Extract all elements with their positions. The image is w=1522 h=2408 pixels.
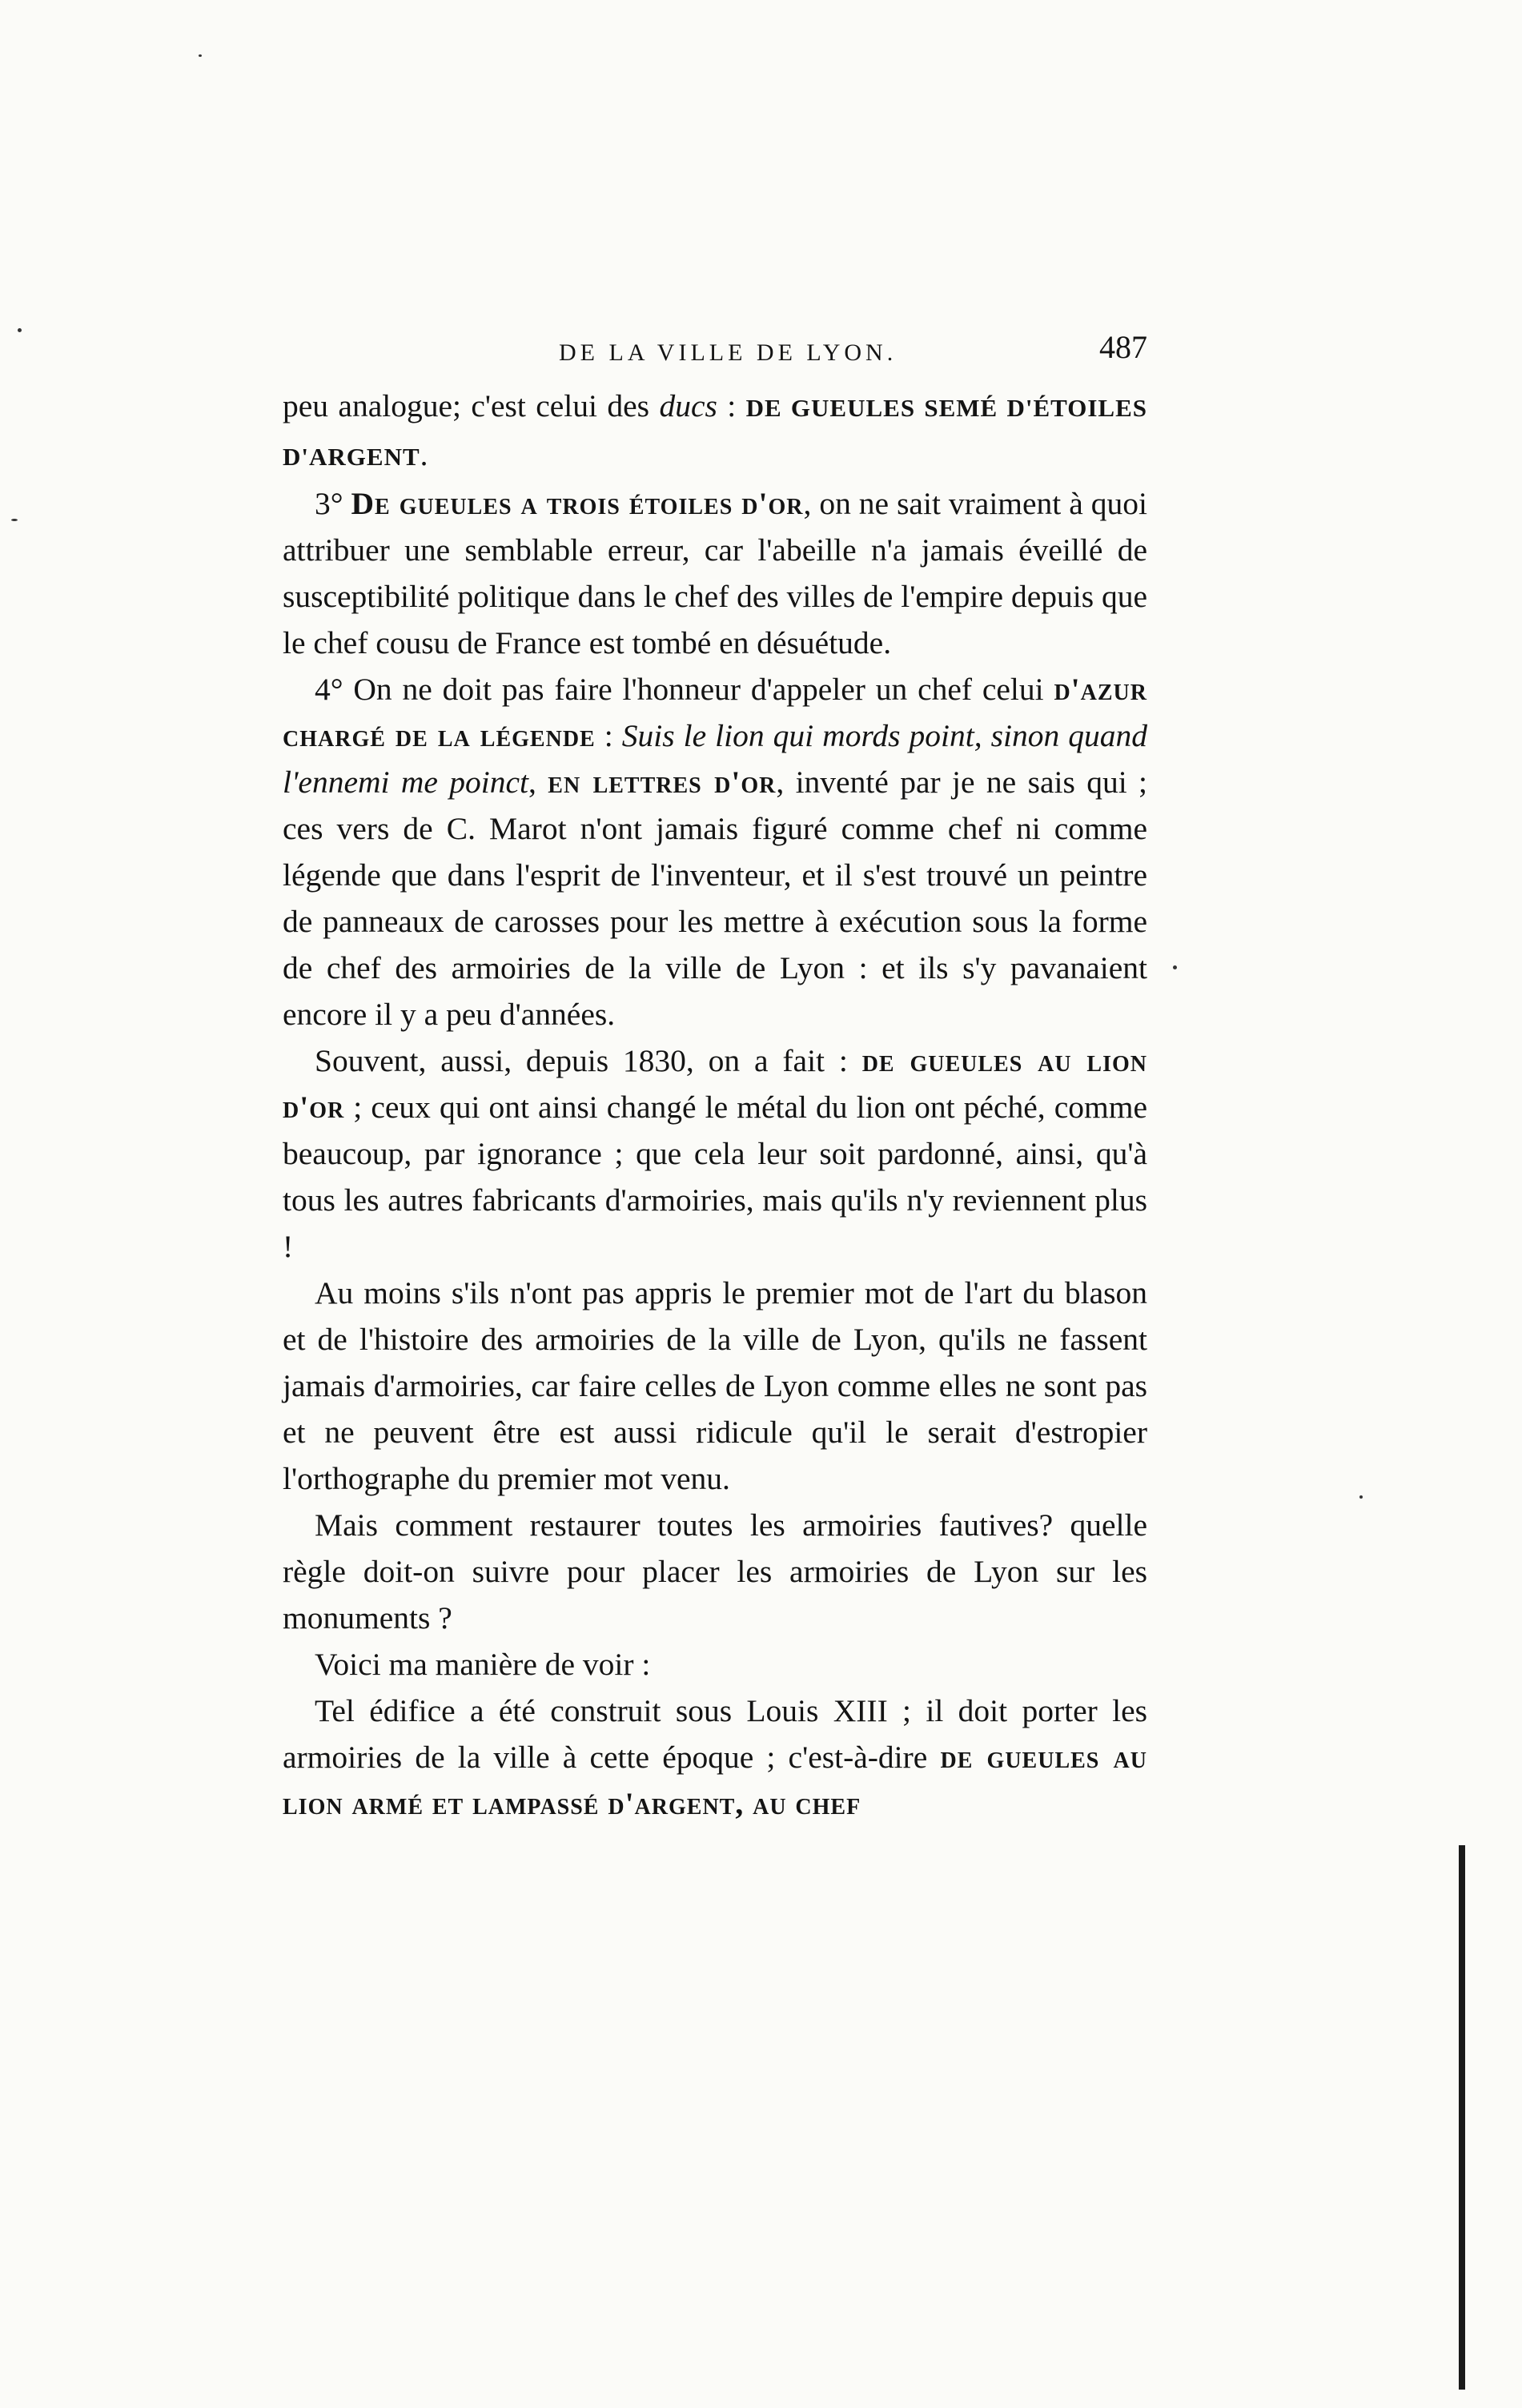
- paragraph-3: [283, 666, 1147, 1037]
- paragraph-2: [283, 480, 1147, 666]
- paragraph-5: Au moins s'ils n'ont pas appris le premier mot de l'art du blason et de l'histoire des armoiries de la ville de Lyon, qu'ils ne fassent jamais d'armoiries, car faire celles de Lyon comme elles ne sont pas et ne peuvent être est aussi ridicule qu'il le serait d'estropier l'orthographe du premier mot venu.: [283, 1275, 1147, 1496]
- scan-speck: [1359, 1495, 1363, 1499]
- paragraph-4: [283, 1037, 1147, 1270]
- scan-speck: [11, 519, 18, 521]
- text-run: ,: [528, 765, 548, 800]
- scan-speck: [1173, 965, 1177, 969]
- page-number: 487: [1099, 329, 1147, 365]
- text-run: 3°: [315, 486, 351, 521]
- text-run: ; ceux qui ont ainsi changé le métal du lion ont péché, comme beaucoup, par ignorance ; que cela leur soit pardonné, ainsi, qu'à tous les autres fabricants d'armoiries, mais qu'ils n'y reviennent plus !: [283, 1090, 1147, 1264]
- text-run: peu analogue; c'est celui des: [283, 388, 660, 423]
- text-run: :: [717, 388, 746, 423]
- body-text: [283, 383, 1147, 1827]
- page-header: [283, 327, 1147, 375]
- text-run: , on ne sait vraiment à quoi attribuer une semblable erreur, car l'abeille n'a jamais éveillé de susceptibilité politique dans le chef des villes de l'empire depuis que le chef cousu de France est tombé en désuétude.: [283, 486, 1148, 660]
- heraldic-phrase: DE GUEULES SEMÉ D'ÉTOILES D'ARGENT: [283, 394, 1148, 471]
- text-run: , inventé par je ne sais qui ; ces vers de C. Marot n'ont jamais figuré comme chef ni comme légende que dans l'esprit de l'inventeur, et il s'est trouvé un peintre de panneaux de carosses pour les mettre à exécution sous la forme de chef des armoiries de la ville de Lyon : et ils s'y pavanaient encore il y a peu d'années.: [283, 765, 1148, 1032]
- text-run: :: [595, 718, 622, 753]
- running-head: DE LA VILLE DE LYON.: [559, 339, 898, 366]
- motto-italic: Suis le lion qui mords point, sinon quand l'ennemi me poinct: [283, 718, 1147, 800]
- text-run: Souvent, aussi, depuis 1830, on a fait :: [315, 1043, 862, 1078]
- heraldic-phrase: en lettres d'or: [548, 765, 777, 800]
- text-run: Tel édifice a été construit sous Louis XIII ; il doit porter les armoiries de la ville à cette époque ; c'est-à-dire: [283, 1693, 1147, 1775]
- paragraph-8: [283, 1688, 1147, 1827]
- scan-edge-line: [1459, 1845, 1465, 2390]
- heraldic-phrase: De gueules a trois étoiles d'or: [351, 486, 804, 521]
- paragraph-6: Mais comment restaurer toutes les armoiries fautives? quelle règle doit-on suivre pour placer les armoiries de Lyon sur les monuments ?: [283, 1507, 1147, 1635]
- text-run: 4° On ne doit pas faire l'honneur d'appeler un chef celui: [315, 672, 1054, 707]
- scan-speck: [18, 328, 22, 332]
- italic-run: ducs: [659, 388, 717, 423]
- scan-speck: [199, 54, 202, 57]
- heraldic-phrase: d'azur chargé de la légende: [283, 672, 1147, 753]
- heraldic-phrase: de gueules au lion d'or: [283, 1043, 1147, 1125]
- paragraph-1: [283, 383, 1147, 480]
- text-run: .: [420, 437, 428, 472]
- heraldic-phrase: de gueules au lion armé et lampassé d'argent, au chef: [283, 1740, 1147, 1821]
- paragraph-7: Voici ma manière de voir :: [315, 1647, 651, 1682]
